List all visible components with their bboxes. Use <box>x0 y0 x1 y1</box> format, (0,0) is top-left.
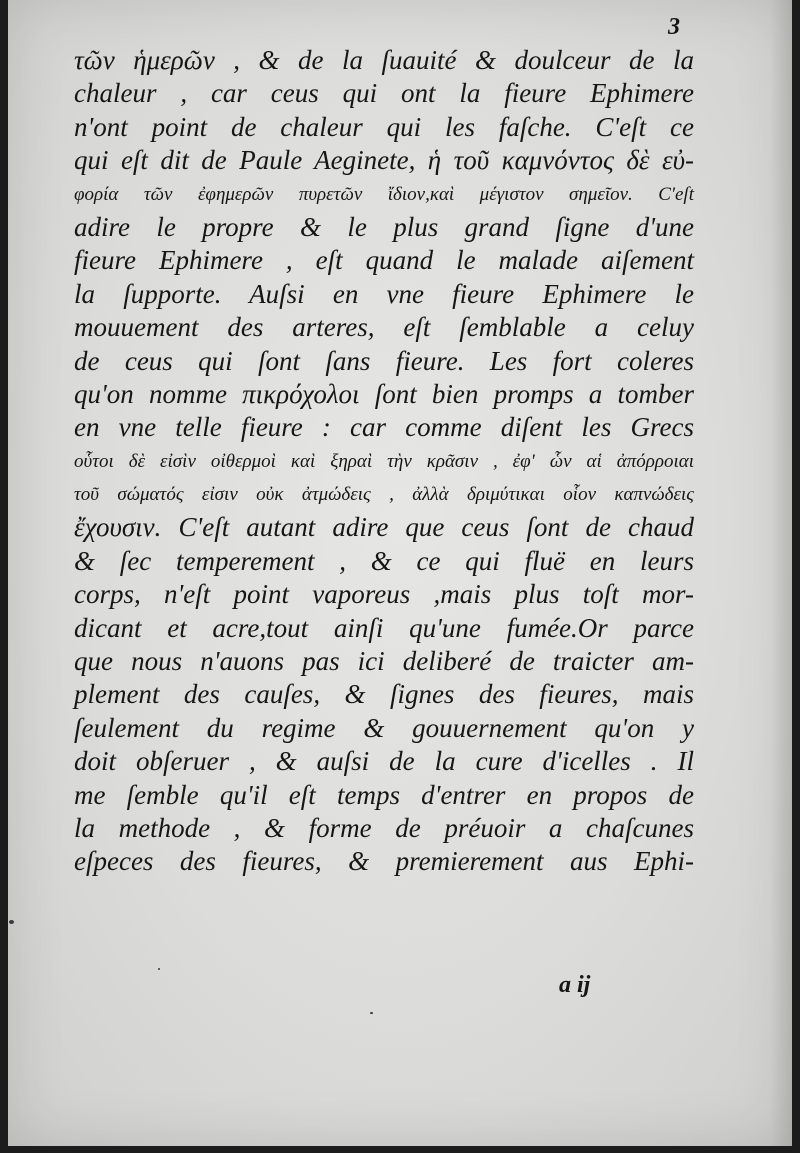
text-line: qui eſt dit de Paule Aeginete, ἡ τοῦ καμνόντος δὲ εὐ- <box>74 145 694 176</box>
ink-speck <box>370 1012 373 1014</box>
text-line: la methode , & forme de préuoir a chaſcunes <box>74 812 694 843</box>
page-number: 3 <box>668 14 680 40</box>
body-text <box>74 44 694 879</box>
page-gutter-shadow <box>770 0 792 1146</box>
text-line: en vne telle fieure : car comme diſent les Grecs <box>74 412 694 443</box>
text-line: qu'on nomme πικρόχολοι ſont bien promps a tomber <box>74 378 694 409</box>
text-line: dicant et acre,tout ainſi qu'une fumée.Or parce <box>74 612 694 643</box>
text-line: eſpeces des fieures, & premierement aus Ephi- <box>74 846 694 877</box>
text-line-greek: οὗτοι δὲ εἰσὶν οἰθερμοὶ καὶ ξηραὶ τὴν κρᾶσιν , ἐφ' ὧν αἱ ἀπόρροιαι <box>74 450 694 472</box>
text-line: plement des cauſes, & ſignes des fieures, mais <box>74 679 694 710</box>
text-line: de ceus qui ſont ſans fieure. Les fort coleres <box>74 345 694 376</box>
text-line-greek: τοῦ σώματός εἰσιν οὐκ ἀτμώδεις , ἀλλὰ δριμύτικαι οἷον καπνώδεις <box>74 484 694 506</box>
text-line: fieure Ephimere , eſt quand le malade aiſement <box>74 245 694 276</box>
text-line: τῶν ἡμερῶν , & de la ſuauité & doulceur de la <box>74 45 694 75</box>
text-line: doit obſeruer , & auſsi de la cure d'icelles . Il <box>74 746 694 777</box>
text-line: me ſemble qu'il eſt temps d'entrer en propos de <box>74 779 694 810</box>
text-line: corps, n'eſt point vaporeus ,mais plus toſt mor- <box>74 579 694 610</box>
signature-mark: a ij <box>559 972 591 998</box>
text-line: que nous n'auons pas ici deliberé de traicter am- <box>74 646 694 677</box>
text-line: la ſupporte. Auſsi en vne fieure Ephimere le <box>74 278 694 309</box>
text-line: ſeulement du regime & gouuernement qu'on y <box>74 712 694 743</box>
text-line: n'ont point de chaleur qui les faſche. C'eſt ce <box>74 111 694 142</box>
ink-speck <box>9 920 14 924</box>
book-page <box>8 0 792 1146</box>
text-line: mouuement des arteres, eſt ſemblable a celuy <box>74 312 694 343</box>
text-line: adire le propre & le plus grand ſigne d'une <box>74 211 694 242</box>
text-line: chaleur , car ceus qui ont la fieure Ephimere <box>74 78 694 109</box>
text-line: ἔχουσιν. C'eſt autant adire que ceus ſont de chaud <box>74 512 694 543</box>
text-line: & ſec temperement , & ce qui fluë en leurs <box>74 545 694 576</box>
ink-speck <box>158 968 160 970</box>
text-line-greek: φορία τῶν ἐφημερῶν πυρετῶν ἴδιον,καὶ μέγιστον σημεῖον. C'eſt <box>74 183 694 205</box>
